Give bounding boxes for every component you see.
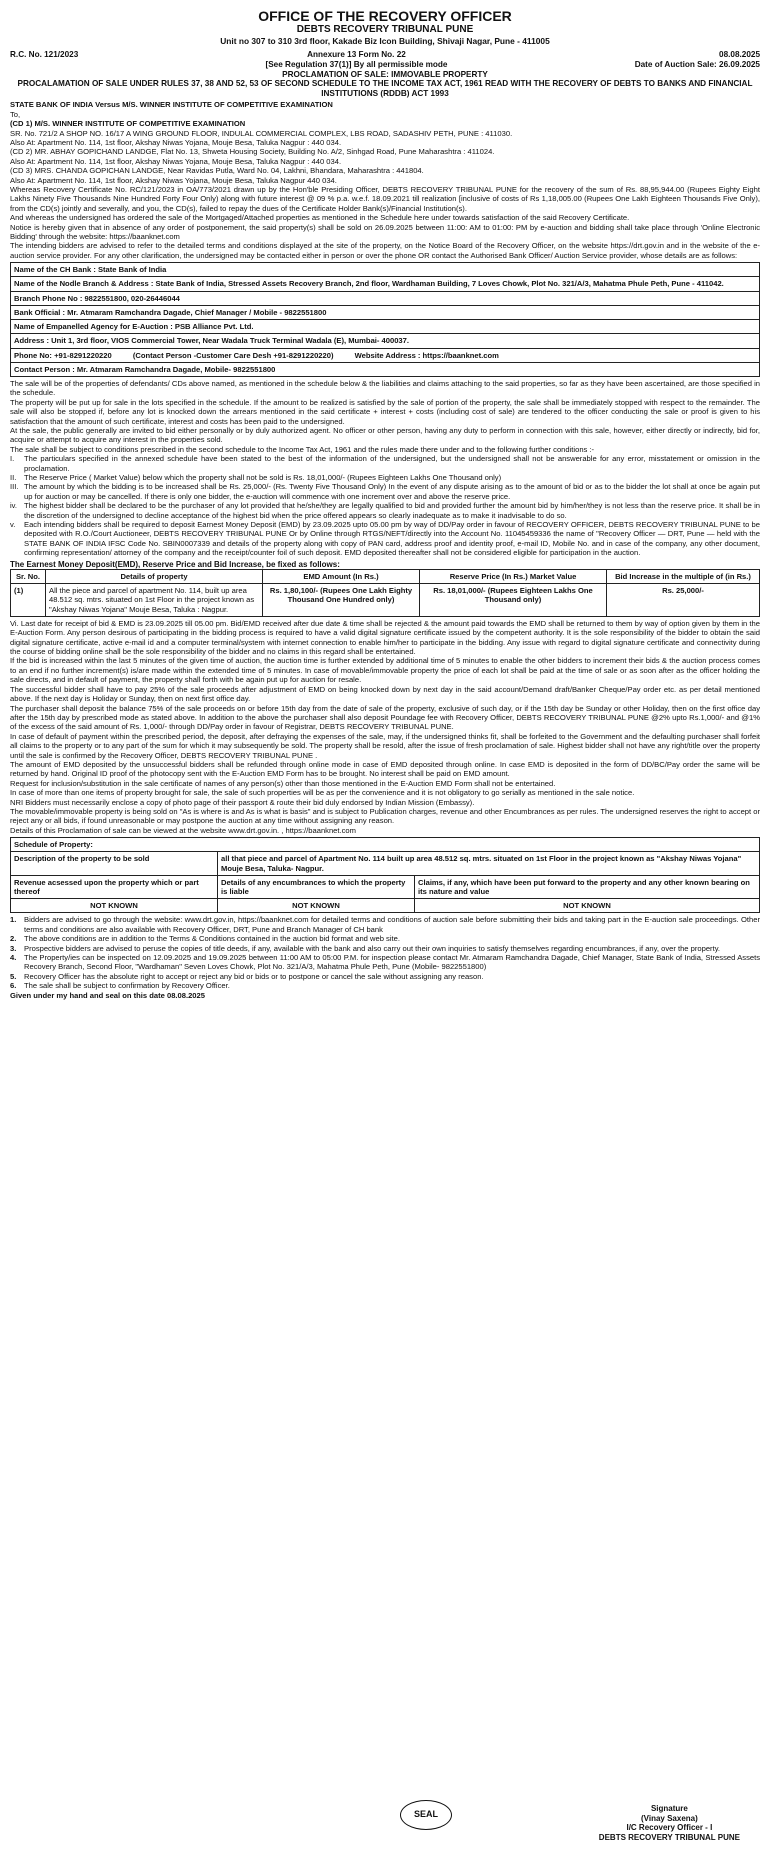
tribunal-title: DEBTS RECOVERY TRIBUNAL PUNE xyxy=(296,24,474,35)
emd-header-bid: Bid Increase in the multiple of (in Rs.) xyxy=(607,570,760,584)
proclamation-title: PROCLAMATION OF SALE: IMMOVABLE PROPERTY xyxy=(282,69,488,79)
after-paras xyxy=(10,619,760,835)
sale-para: At the sale, the public generally are invited to bid either personally or by duly authorized agent. No officer or other person, having any duty to perform in connection with this sale, however, either directly or indirectly, bid for, acquire or attempt to acquire any interest in the properties sold. xyxy=(10,425,760,445)
rc-number: R.C. No. 121/2023 xyxy=(10,50,79,59)
annexure-label: Annexure 13 Form No. 22 xyxy=(307,50,406,59)
cd3-details: (CD 3) MRS. CHANDA GOPICHAN LANDGE, Near Ravidas Putla, Ward No. 04, Lakhni, Bhandara, Maharashtra : 441804. xyxy=(10,166,424,176)
cd3-also-at: Also At: Apartment No. 114, 1st floor, Akshay Niwas Yojana, Mouje Besa, Taluka Nagpur 440 034. xyxy=(10,175,337,185)
sale-para: The sale shall be subject to conditions prescribed in the second schedule to the Income Tax Act, 1961 and the rules made there under and to the following further conditions :- xyxy=(10,444,595,454)
given-under-line: Given under my hand and seal on this date 08.08.2025 xyxy=(10,990,205,1000)
emd-amount: Rs. 1,80,100/- (Rupees One Lakh Eighty Thousand One Hundred only) xyxy=(263,584,420,617)
sale-order-para: And whereas the undersigned has ordered the sale of the Mortgaged/Attached properties as mentioned in the Schedule here under towards satisfaction of the said Recovery Certificate. xyxy=(10,213,630,223)
agency-phone-row: Phone No: +91-8291220220 (Contact Person -Customer Care Desh +91-8291220220) Website Address : https://baanknet.com xyxy=(11,348,760,362)
emd-sr: (1) xyxy=(11,584,46,617)
cd1-also-at: Also At: Apartment No. 114, 1st floor, Akshay Niwas Yojana, Mouje Besa, Taluka Nagpur : 440 034. xyxy=(10,138,342,147)
emd-header-sr: Sr. No. xyxy=(11,570,46,584)
para: The purchaser shall deposit the balance 75% of the sale proceeds on or before 15th day from the date of sale of the property, exclusive of such day, or if the 15th day be Sunday or other Holiday, then on the first office day after the 15th day by prescribed mode as stated above. In addition to the above the purchaser shall also deposit Poundage fee with Recovery Officer, DEBTS RECOVERY TRIBUNAL PUNE @2% upto Rs.1,000/- and @1% of the excess of the said amount of Rs. 1,000/- through DD/Pay order in favour of Registrar, DEBTS RECOVERY TRIBUNAL PUNE. xyxy=(10,703,760,732)
office-address: Unit no 307 to 310 3rd floor, Kakade Biz Icon Building, Shivaji Nagar, Pune - 411005 xyxy=(220,36,550,46)
regulation-label: [See Regulation 37(1)] By all permissible mode xyxy=(265,59,448,69)
proclamation-rules: PROCALAMATION OF SALE UNDER RULES 37, 38 AND 52, 53 OF SECOND SCHEDULE TO THE INCOME TAX ACT, 1961 READ WITH THE RECOVERY OF DEBTS TO BANKS AND FINANCIAL INSTITUTIONS (RDDB) ACT 1993 xyxy=(17,79,753,98)
condition-item: III. The amount by which the bidding is to be increased shall be Rs. 25,000/- (Rs. Twenty Five Thousand Only) In the event of any dispute arising as to the amount of bid or as to the bidder the lot shall at once be again put up for auction or may be cancelled. If there is only one bidder, the e-auction will commence with one increment over and above the reserve price. xyxy=(10,482,760,501)
cd2-also-at: Also At: Apartment No. 114, 1st floor, Akshay Niwas Yojana, Mouje Besa, Taluka Nagpur : 440 034. xyxy=(10,156,342,166)
schedule-col-claims: Claims, if any, which have been put forward to the property and any other known bearing on its nature and value xyxy=(415,875,760,898)
schedule-val-revenue: NOT KNOWN xyxy=(11,899,218,913)
recovery-certificate-para: Whereas Recovery Certificate No. RC/121/2023 in OA/773/2021 drawn up by the Hon'ble Presiding Officer, DEBTS RECOVERY TRIBUNAL PUNE for the recovery of the sum of Rs. 88,95,944.00 (Rupees Eighty Eight Lakhs Ninety Five Thousands Nine Hundred Forty Four Only) along with future interest @ 09 % p.a. w.e.f. 18.09.2021 till realization [inclusive of costs of Rs 1,18,005.00 (Rupees One Lakh Eighteen Thousands Five Only), from the CD(s) jointly and severally, and you, the CD(s), failed to repay the dues of the Certificate Holder Bank(s)/Financial Institution(s). xyxy=(10,185,760,213)
signature-label: Signature xyxy=(650,1804,688,1814)
schedule-col-revenue: Revenue acsessed upon the property which or part thereof xyxy=(11,875,218,898)
note-item: 2. The above conditions are in addition to the Terms & Conditions contained in the auction bid format and web site. xyxy=(10,934,400,944)
nodle-branch-row: Name of the Nodle Branch & Address : State Bank of India, Stressed Assets Recovery Branch, 2nd floor, Wardhaman Building, 7 Loves Chowk, Plot No. 321/A/3, Mahatma Phule Peth, Pune - 411042. xyxy=(11,277,760,291)
office-title: OFFICE OF THE RECOVERY OFFICER xyxy=(258,8,512,24)
contact-table xyxy=(10,262,760,377)
notes-list xyxy=(10,915,760,990)
schedule-desc-value: all that piece and parcel of Apartment No. 114 built up area 48.512 sq. mtrs. situated on 1st Floor in the project known as "Akshay Niwas Yojana" Mouje Besa, Taluka- Nagpur. xyxy=(218,852,760,875)
seal-stamp: SEAL xyxy=(400,1800,452,1830)
para: The successful bidder shall have to pay 25% of the sale proceeds after adjustment of EMD on being knocked down by next day in the said account/Demand draft/Banker Cheque/Pay order etc. as per detail mentioned above. If the next day is Holiday or Sunday, then on next first office day. xyxy=(10,684,760,704)
para: The movable/immovable property is being sold on "As is where is and As is what is basis" and is subject to Publication charges, revenue and other Encumbrances as per rules. The undersigned reserves the right to accept or reject any or all bids, if found unreasonable or may postpone the auction at any time without assigning any reason. xyxy=(10,806,760,826)
agency-row: Name of Empanelled Agency for E-Auction : PSB Alliance Pvt. Ltd. xyxy=(11,320,760,334)
cd2-details: (CD 2) MR. ABHAY GOPICHAND LANDGE, Flat No. 13, Shweta Housing Society, Building No. A/2, Sinhgad Road, Pune Maharashtra : 411024. xyxy=(10,147,495,157)
para: Vi. Last date for receipt of bid & EMD is 23.09.2025 till 05.00 pm. Bid/EMD received after due date & time shall be rejected & the amount paid towards the EMD shall be returned to them by way of option given by them in the E-Auction Form. Any person desirous of participating in the bidding process is required to have a valid digital signature certificate issued by the competent authority. It is the sole responsibility of the bidder to obtain the said digital signature certificate, active e-mail id and a computer terminal/system with internet connection to enable him/her to participate in the bidding. Any issue with regard to digital signature certificate and connectivity during the course of bidding online shall be the sole responsibility of the bidder and no claims in this regard shall be entertained. xyxy=(10,618,760,657)
emd-table xyxy=(10,569,760,617)
schedule-val-encumbrances: NOT KNOWN xyxy=(218,899,415,913)
bid-increase: Rs. 25,000/- xyxy=(607,584,760,617)
reference-row xyxy=(10,50,760,70)
table-row xyxy=(11,584,760,617)
para: The amount of EMD deposited by the unsuccessful bidders shall be refunded through online mode in case of EMD deposited through online. In case EMD is deposited in the form of DD/BC/Pay order the same will be returned by hand. Original ID proof of the photocopy sent with the E-Auction EMD Form has to be brought. No interest shall be paid on EMD amount. xyxy=(10,759,760,779)
contact-person-row: Contact Person : Mr. Atmaram Ramchandra Dagade, Mobile- 9822551800 xyxy=(11,362,760,376)
signatory-name: (Vinay Saxena) xyxy=(641,1813,698,1823)
condition-item: I. The particulars specified in the annexed schedule have been stated to the best of the information of the undersigned, but the undersigned shall not be answerable for any error, misstatement or omission in the proclamation. xyxy=(10,454,760,473)
agency-address-row: Address : Unit 1, 3rd floor, VIOS Commercial Tower, Near Wadala Truck Terminal Wadala (E), Mumbai- 400037. xyxy=(11,334,760,348)
emd-section-title: The Earnest Money Deposit(EMD), Reserve Price and Bid Increase, be fixed as follows: xyxy=(10,559,340,569)
notice-date: 08.08.2025 xyxy=(719,50,760,59)
proclamation-document xyxy=(10,4,760,1844)
auction-date: Date of Auction Sale: 26.09.2025 xyxy=(634,59,760,69)
note-item: 6. The sale shall be subject to confirmation by Recovery Officer. xyxy=(10,981,230,991)
branch-phone-row: Branch Phone No : 9822551800, 020-26446044 xyxy=(11,291,760,305)
cd1-address: SR. No. 721/2 A SHOP NO. 16/17 A WING GROUND FLOOR, INDULAL COMMERCIAL COMPLEX, LBS ROAD, SADASHIV PETH, PUNE : 411030. xyxy=(10,128,513,138)
cd1-title: (CD 1) M/S. WINNER INSTITUTE OF COMPETITIVE EXAMINATION xyxy=(10,119,246,129)
emd-details: All the piece and parcel of apartment No. 114, built up area 48.512 sq. mtrs. situated on 1st Floor in the project known as "Akshay Niwas Yojana" Mouje Besa, Taluka : Nagpur. xyxy=(46,584,263,617)
emd-header-reserve: Reserve Price (In Rs.) Market Value xyxy=(420,570,607,584)
signatory-office: DEBTS RECOVERY TRIBUNAL PUNE xyxy=(598,1832,740,1842)
schedule-desc-label: Description of the property to be sold xyxy=(11,852,218,875)
to-line: To, xyxy=(10,109,21,119)
condition-item: II. The Reserve Price ( Market Value) below which the property shall not be sold is Rs. 18,01,000/- (Rupees Eighteen Lakhs One Thousand only) xyxy=(10,472,502,482)
note-item: 5. Recovery Officer has the absolute right to accept or reject any bid or bids or to postpone or cancel the sale without assigning any reason. xyxy=(10,971,484,981)
condition-item: iv. The highest bidder shall be declared to be the purchaser of any lot provided that he/she/they are legally qualified to bid and provided further the amount bid by him/her/they is not less than the reserve price. It shall be in the discretion of the undersigned to decline acceptance of the highest bid when the price offered appears so clearly inadequate as to make it inadvisable to do so. xyxy=(10,501,760,520)
auction-notice-para: Notice is hereby given that in absence of any order of postponement, the said property(s) shall be sold on 26.09.2025 between 11:00: AM to 01:00: PM by e-auction and bidding shall take place through 'Online Electronic Bidding' through the website: https://baanknet.com xyxy=(10,222,760,242)
bidders-advice-para: The intending bidders are advised to refer to the detailed terms and conditions displayed at the site of the property, on the Notice Board of the Recovery Officer, on the website https://drt.gov.in and in the website of the e-auction service provider. For any other clarification, the undersigned may be contacted either in person or over the phone OR contact the Authorised Bank Officer/ Auction Service provider, whose details are as follows: xyxy=(10,241,760,260)
signatory-designation: I/C Recovery Officer - I xyxy=(626,1823,713,1833)
sale-para: The sale will be of the properties of defendants/ CDs above named, as mentioned in the schedule below & the liabilities and claims attaching to the said properties, so far as they have been ascertained, are those specified in the schedule. xyxy=(10,378,760,398)
emd-header-details: Details of property xyxy=(46,570,263,584)
schedule-val-claims: NOT KNOWN xyxy=(415,899,760,913)
parties-line: STATE BANK OF INDIA Versus M/S. WINNER INSTITUTE OF COMPETITIVE EXAMINATION xyxy=(10,100,333,110)
conditions-list xyxy=(10,454,760,557)
signature-block xyxy=(599,1804,740,1842)
para: If the bid is increased within the last 5 minutes of the given time of auction, the auction time is further extended by additional time of 5 minutes to enable the other bidders to increment their bids & the auction process comes to an end if no further increment(s) is/are made within the extended time of 5 minutes. In case of movable/immovable property the price of each lot shall be paid at the time of sale or as soon after as the officer holding the sale directs, and in default of payment, the property shall forth with be again put up for auction for resale. xyxy=(10,656,760,685)
note-item: 4. The Property/ies can be inspected on 12.09.2025 and 19.09.2025 between 11:00 AM to 05:00 P.M. for inspection please contact Mr. Atmaram Ramchandra Dagade, Chief Manager, State Bank of India, Stressed Assets Recovery Branch, Second Floor, "Wardhaman" Seven Loves Chowk, Plot No. 321/A/3, Mahatma Phule Peth, Pune (Mobile- 9822551800) xyxy=(10,953,760,972)
reserve-price: Rs. 18,01,000/- (Rupees Eighteen Lakhs One Thousand only) xyxy=(420,584,607,617)
para: In case of more than one items of property brought for sale, the sale of such properties will be as per the convenience and it is not obligatory to go serially as mentioned in the sale notice. xyxy=(10,788,635,798)
sale-para: The property will be put up for sale in the lots specified in the schedule. If the amount to be realized is satisfied by the sale of portion of the property, the sale shall be immediately stopped with respect to the remainder. The sale will also be stopped if, before any lot is knocked down the arrears mentioned in the said certificate + interest + costs (including cost of sale) are tendered to the officer conducting the sale or proof is given to his satisfaction that the amount of such certificate, interest and costs has been paid to the undersigned. xyxy=(10,397,760,426)
para: NRI Bidders must necessarily enclose a copy of photo page of their passport & route their bid duly endorsed by Indian Mission (Embassy). xyxy=(10,797,475,807)
para: Request for inclusion/substitution in the sale certificate of names of any person(s) other than those mentioned in the E-Auction EMD Form shall not be entertained. xyxy=(10,778,556,788)
schedule-col-encumbrances: Details of any encumbrances to which the property is liable xyxy=(218,875,415,898)
emd-header-emd: EMD Amount (In Rs.) xyxy=(263,570,420,584)
ch-bank-row: Name of the CH Bank : State Bank of India xyxy=(11,263,760,277)
para: In case of default of payment within the prescribed period, the deposit, after defraying the expenses of the sale, may, if the undersigned thinks fit, shall be forfeited to the Government and the defaulting purchaser shall forfeit all claims to the property or to any part of the sum for which it may subsequently be sold. The property shall be resold, after the issue of fresh proclamation of sale. Highest bidder shall not have any right/title over the property until the sale is confirmed by the Recovery Officer, DEBTS RECOVERY TRIBUNAL PUNE . xyxy=(10,731,760,760)
note-item: 1. Bidders are advised to go through the website: www.drt.gov.in, https://baanknet.com for detailed terms and conditions of auction sale before submitting their bids and taking part in the E-auction sale proceedings. Other terms and conditions are also available with Recovery Officer, DRT, Pune and Branch Manager of CH bank xyxy=(10,915,760,934)
condition-item: v. Each intending bidders shall be required to deposit Earnest Money Deposit (EMD) by 23.09.2025 upto 05.00 pm by way of DD/Pay order in favour of RECOVERY OFFICER, DEBTS RECOVERY TRIBUNAL PUNE to be deposited with R.O./Court Auctioneer, DEBTS RECOVERY TRIBUNAL PUNE Or by Online through RTGS/NEFT/directly into the Account No. 11045459336 the name of "Recovery Officer — DRT, Pune — held with the STATE BANK OF INDIA IFSC Code No. SBIN0007339 and details of the property along with copy of PAN card, address proof and identity proof, e-mail ID, Mobile No. and in case of the company, any other document, confirming representation/ attorney of the company and the receipt/counter foil of such deposit. EMD deposited thereafter shall not be considered eligible for participation in the auction. xyxy=(10,520,760,558)
bank-official-row: Bank Official : Mr. Atmaram Ramchandra Dagade, Chief Manager / Mobile - 9822551800 xyxy=(11,305,760,319)
note-item: 3. Prospective bidders are advised to peruse the copies of title deeds, if any, available with the bank and also carry out their own inquiries to satisfy themselves regarding encumbrances, if any, over the property. xyxy=(10,943,721,953)
schedule-title: Schedule of Property: xyxy=(11,838,760,852)
schedule-table xyxy=(10,837,760,913)
para: Details of this Proclamation of sale can be viewed at the website www.drt.gov.in. , https://baanknet.com xyxy=(10,825,356,835)
